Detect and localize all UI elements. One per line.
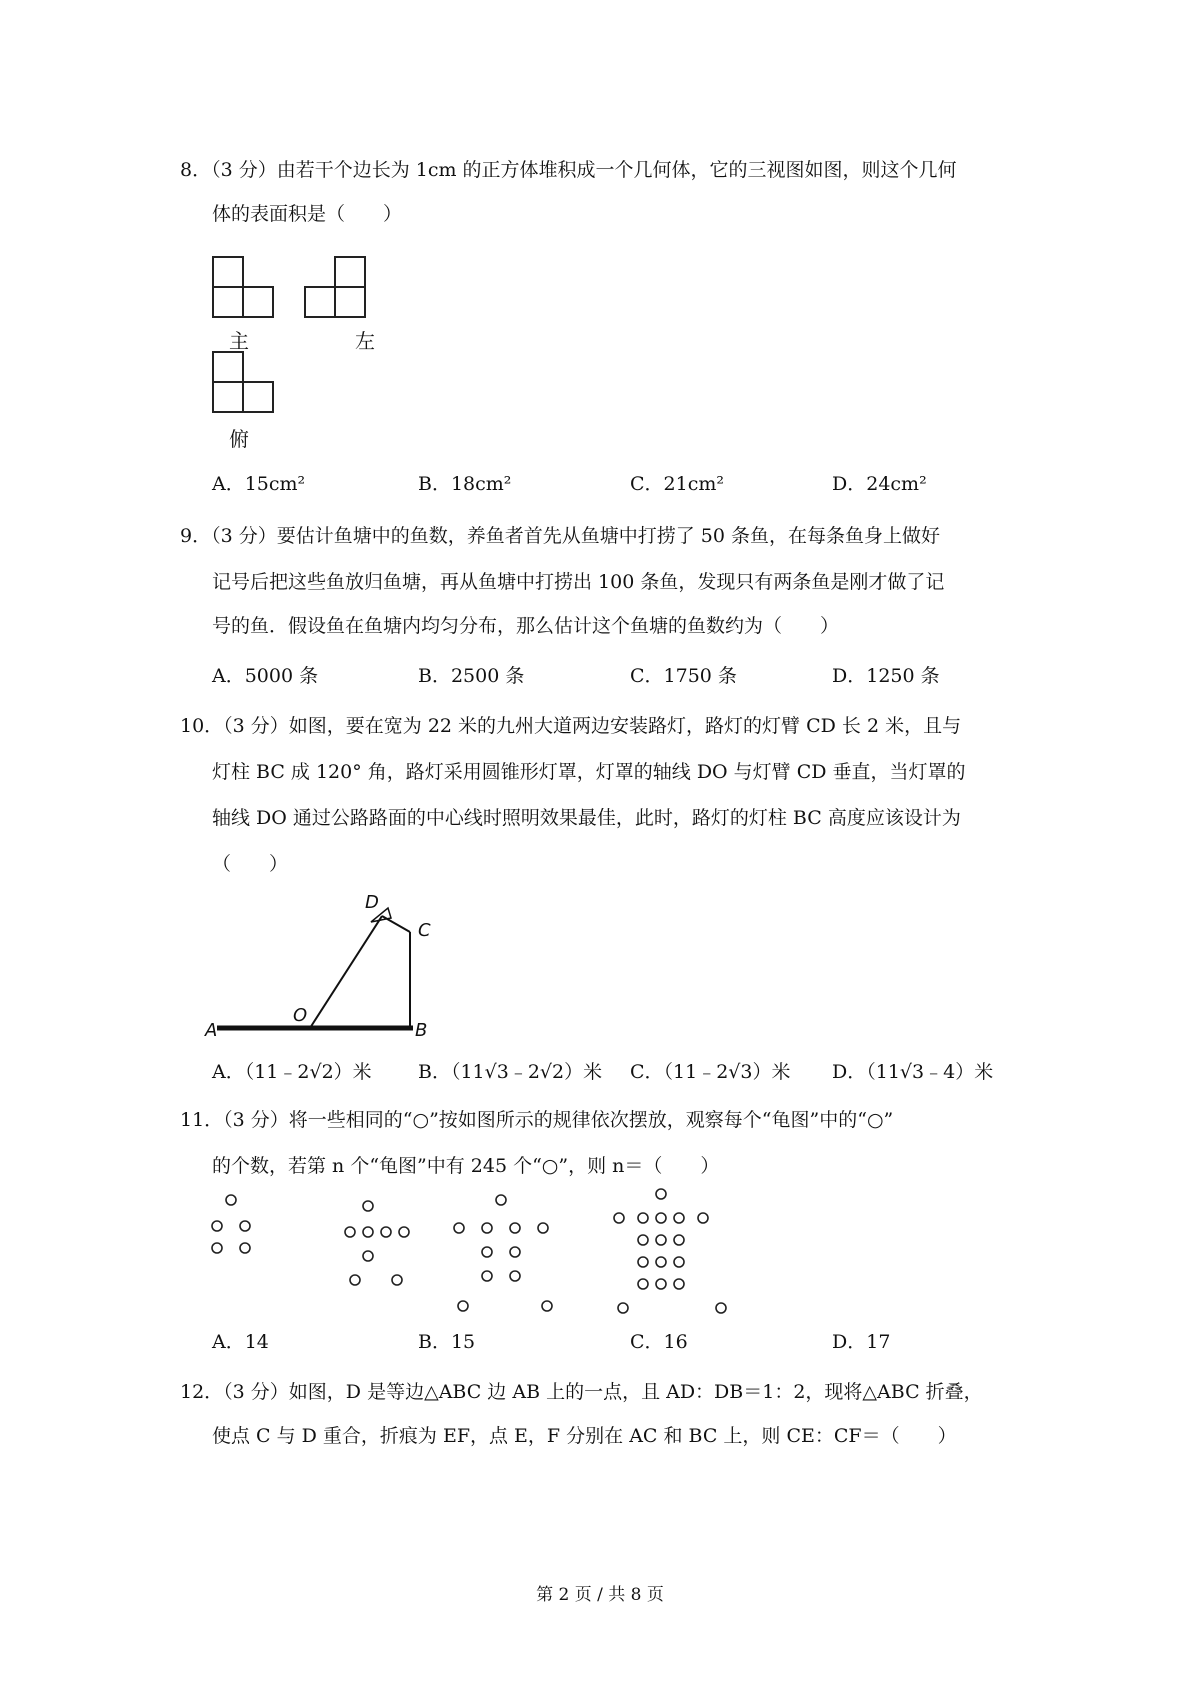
q8-three-view-figure xyxy=(205,255,405,455)
q8-option-b[interactable]: B．18cm² xyxy=(418,473,512,495)
top-view-label: 俯 xyxy=(229,427,249,451)
q9-option-b[interactable]: B．2500 条 xyxy=(418,665,525,687)
q12-stem-line2: 使点 C 与 D 重合，折痕为 EF，点 E，F 分别在 AC 和 BC 上，则 CE：CF＝（ ） xyxy=(212,1425,957,1447)
left-view-drawing xyxy=(305,257,365,317)
q9-stem-line2: 记号后把这些鱼放归鱼塘，再从鱼塘中打捞出 100 条鱼，发现只有两条鱼是刚才做了记 xyxy=(212,571,945,593)
q10-stem-line3: 轴线 DO 通过公路路面的中心线时照明效果最佳，此时，路灯的灯柱 BC 高度应该设计为 xyxy=(212,807,961,829)
label-c: C xyxy=(418,920,431,941)
q10-stem-line2: 灯柱 BC 成 120° 角，路灯采用圆锥形灯罩，灯罩的轴线 DO 与灯臂 CD 垂直，当灯罩的 xyxy=(212,761,966,783)
q9-stem-line3: 号的鱼．假设鱼在鱼塘内均匀分布，那么估计这个鱼塘的鱼数约为（ ） xyxy=(212,615,840,637)
q8-option-d[interactable]: D．24cm² xyxy=(832,473,927,495)
q11-stem-line1: 11．（3 分）将一些相同的“○”按如图所示的规律依次摆放，观察每个“龟图”中的“○” xyxy=(180,1109,894,1131)
turtle-figure-4 xyxy=(614,1189,726,1313)
q10-option-c[interactable]: C．（11﹣2√3）米 xyxy=(630,1061,791,1083)
q11-option-a[interactable]: A．14 xyxy=(212,1331,269,1353)
q11-stem-line2: 的个数，若第 n 个“龟图”中有 245 个“○”，则 n＝（ ） xyxy=(212,1155,720,1177)
q9-option-d[interactable]: D．1250 条 xyxy=(832,665,940,687)
page-footer: 第 2 页 / 共 8 页 xyxy=(536,1585,664,1605)
front-view-drawing xyxy=(213,257,273,317)
q8-option-a[interactable]: A．15cm² xyxy=(212,473,306,495)
label-d: D xyxy=(365,892,379,913)
q10-option-b[interactable]: B．（11√3﹣2√2）米 xyxy=(418,1061,603,1083)
label-b: B xyxy=(415,1020,428,1041)
q9-stem-line1: 9．（3 分）要估计鱼塘中的鱼数，养鱼者首先从鱼塘中打捞了 50 条鱼，在每条鱼身上做好 xyxy=(180,525,940,547)
q9-option-c[interactable]: C．1750 条 xyxy=(630,665,737,687)
label-a: A xyxy=(205,1020,218,1041)
q10-stem-line1: 10．（3 分）如图，要在宽为 22 米的九州大道两边安装路灯，路灯的灯臂 CD 长 2 米，且与 xyxy=(180,715,962,737)
axis-do xyxy=(310,916,382,1028)
q8-stem-line1: 8．（3 分）由若干个边长为 1cm 的正方体堆积成一个几何体，它的三视图如图，则这个几何 xyxy=(180,159,957,181)
left-view-label: 左 xyxy=(355,329,375,353)
q11-option-b[interactable]: B．15 xyxy=(418,1331,476,1353)
q8-option-c[interactable]: C．21cm² xyxy=(630,473,724,495)
q11-option-c[interactable]: C．16 xyxy=(630,1331,688,1353)
label-o: O xyxy=(293,1005,308,1026)
top-view-drawing xyxy=(213,352,273,412)
q9-option-a[interactable]: A．5000 条 xyxy=(212,665,319,687)
q11-turtle-pattern-figure xyxy=(205,1188,745,1318)
q10-streetlight-figure xyxy=(205,890,445,1040)
q12-stem-line1: 12．（3 分）如图，D 是等边△ABC 边 AB 上的一点，且 AD：DB＝1：2，现将△ABC 折叠， xyxy=(180,1381,983,1403)
front-view-label: 主 xyxy=(229,329,249,353)
q10-option-a[interactable]: A．（11﹣2√2）米 xyxy=(212,1061,372,1083)
q10-stem-line4: （ ） xyxy=(212,853,289,875)
turtle-figure-2 xyxy=(345,1201,409,1285)
q8-stem-line2: 体的表面积是（ ） xyxy=(212,203,403,225)
q11-option-d[interactable]: D．17 xyxy=(832,1331,891,1353)
turtle-figure-3 xyxy=(454,1195,552,1311)
q10-option-d[interactable]: D．（11√3﹣4）米 xyxy=(832,1061,994,1083)
turtle-figure-1 xyxy=(212,1195,250,1253)
